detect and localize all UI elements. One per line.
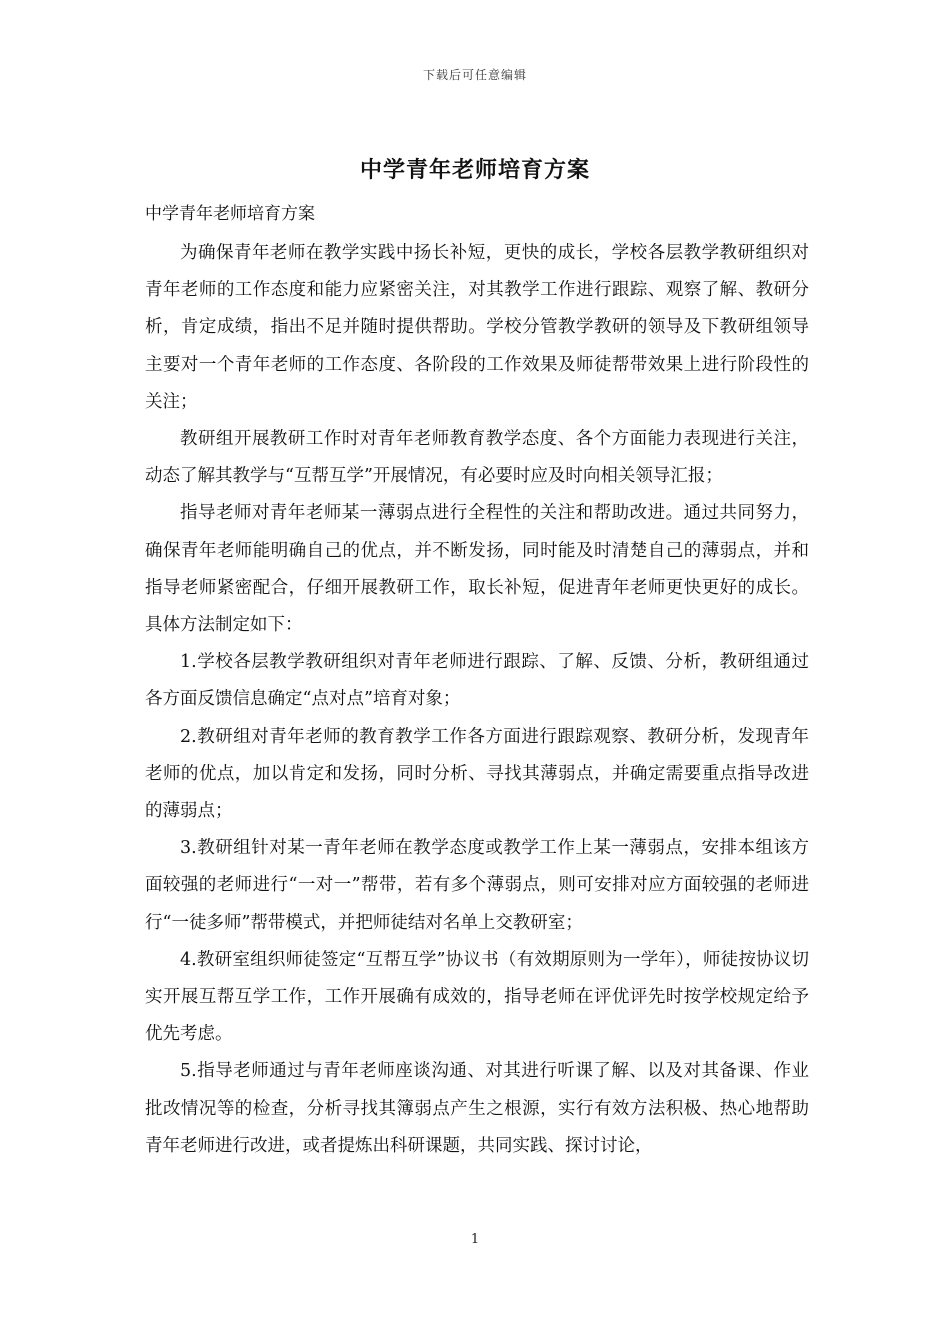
paragraph-item-1: 1.学校各层教学教研组织对青年老师进行跟踪、了解、反馈、分析，教研组通过各方面反馈信息确定“点对点”培育对象； — [145, 652, 809, 710]
paragraph-teaching-group: 教研组开展教研工作时对青年老师教育教学态度、各个方面能力表现进行关注，动态了解其教学与“互帮互学”开展情况，有必要时应及时向相关领导汇报； — [145, 429, 809, 487]
paragraph-mentor: 指导老师对青年老师某一薄弱点进行全程性的关注和帮助改进。通过共同努力，确保青年老师能明确自己的优点，并不断发扬，同时能及时清楚自己的薄弱点，并和指导老师紧密配合，仔细开展教研工作，取长补短，促进青年老师更快更好的成长。具体方法制定如下： — [145, 503, 809, 636]
paragraph-item-5: 5.指导老师通过与青年老师座谈沟通、对其进行听课了解、以及对其备课、作业批改情况等的检查，分析寻找其簿弱点产生之根源，实行有效方法积极、热心地帮助青年老师进行改进，或者提炼出科研课题，共同实践、探讨讨论， — [145, 1061, 809, 1156]
page-number: 1 — [470, 1232, 480, 1247]
document-subtitle: 中学青年老师培育方案 — [145, 204, 315, 224]
document-body — [145, 235, 809, 1165]
paragraph-intro: 为确保青年老师在教学实践中扬长补短，更快的成长，学校各层教学教研组织对青年老师的工作态度和能力应紧密关注，对其教学工作进行跟踪、观察了解、教研分析，肯定成绩，指出不足并随时提供帮助。学校分管教学教研的领导及下教研组领导主要对一个青年老师的工作态度、各阶段的工作效果及师徒帮带效果上进行阶段性的关注； — [145, 243, 809, 412]
page-header-note: 下载后可任意编辑 — [422, 68, 527, 82]
paragraph-item-2: 2.教研组对青年老师的教育教学工作各方面进行跟踪观察、教研分析，发现青年老师的优点，加以肯定和发扬，同时分析、寻找其薄弱点，并确定需要重点指导改进的薄弱点； — [145, 726, 809, 822]
document-title: 中学青年老师培育方案 — [359, 157, 590, 183]
paragraph-item-3: 3.教研组针对某一青年老师在教学态度或教学工作上某一薄弱点，安排本组该方面较强的老师进行“一对一”帮带，若有多个薄弱点，则可安排对应方面较强的老师进行“一徒多师”帮带模式，并把师徒结对名单上交教研室； — [145, 838, 809, 933]
paragraph-item-4: 4.教研室组织师徒签定“互帮互学”协议书（有效期原则为一学年），师徒按协议切实开展互帮互学工作，工作开展确有成效的，指导老师在评优评先时按学校规定给予优先考虑。 — [145, 949, 809, 1045]
